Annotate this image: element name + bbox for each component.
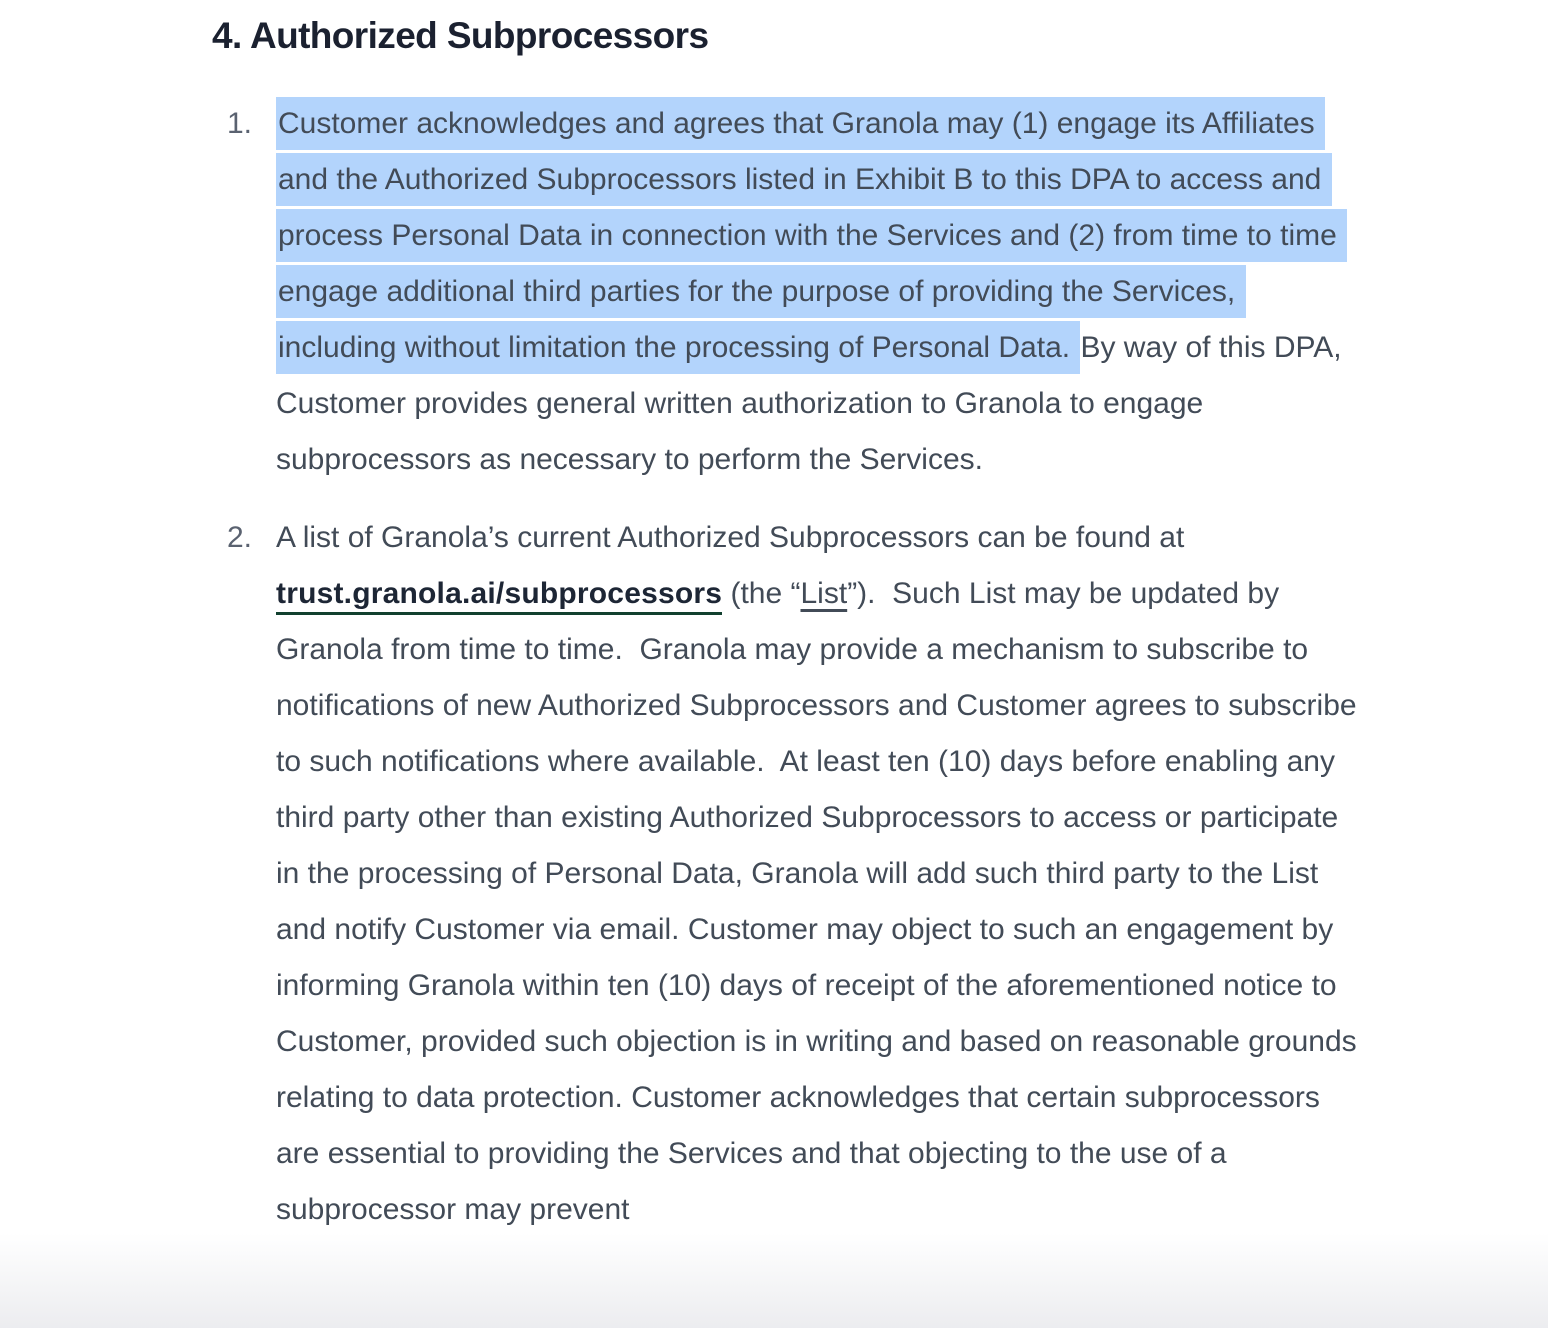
subprocessors-list	[212, 96, 1366, 1238]
list-item-number: 1.	[226, 107, 252, 141]
subprocessors-link[interactable]: trust.granola.ai/subprocessors	[276, 577, 722, 615]
list-item	[212, 96, 1362, 488]
body-text: ”). Such List may be updated by Granola from time to time. Granola may provide a mechanism to subscribe to notifications of new Authorized Subprocessors and Customer agrees to subscribe to such notifications where available. At least ten (10) days before enabling any third party other than existing Authorized Subprocessors to access or participate in the processing of Personal Data, Granola will add such third party to the List and notify Customer via email. Customer may object to such an engagement by informing Granola within ten (10) days of receipt of the aforementioned notice to Customer, provided such objection is in writing and based on reasonable grounds relating to data protection. Customer acknowledges that certain subprocessors are essential to providing the Services and that objecting to the use of a subprocessor may prevent	[276, 577, 1366, 1227]
body-text: (the “	[722, 577, 801, 611]
list-item	[212, 510, 1366, 1238]
list-item-number: 2.	[226, 521, 252, 555]
list-item-text	[276, 96, 1358, 488]
body-text: By way of this DPA, Customer provides general written authorization to Granola to engage subprocessors as necessary to perform the Services.	[276, 331, 1350, 477]
defined-term-list: List	[800, 577, 848, 611]
list-item-text	[276, 510, 1366, 1238]
selected-text: Customer acknowledges and agrees that Granola may (1) engage its Affiliates and the Authorized Subprocessors listed in Exhibit B to this DPA to access and process Personal Data in connection with the Services and (2) from time to time engage additional third parties for the purpose of providing the Services, including without limitation the processing of Personal Data.	[276, 97, 1347, 374]
body-text: A list of Granola’s current Authorized Subprocessors can be found at	[276, 521, 1193, 555]
section-heading: 4. Authorized Subprocessors	[212, 15, 709, 56]
bottom-fade-gradient	[0, 1233, 1548, 1328]
